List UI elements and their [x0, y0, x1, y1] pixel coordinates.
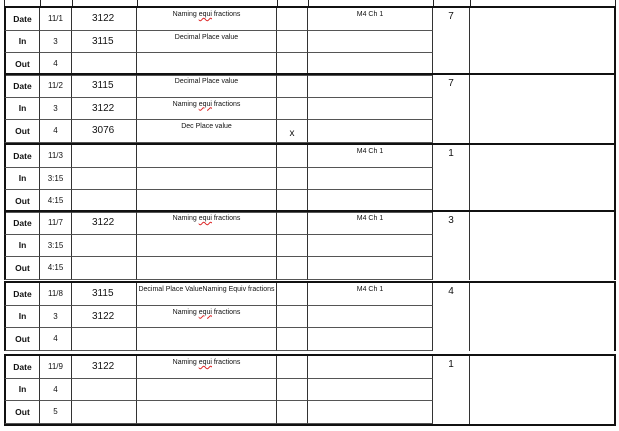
- table-right-edge: [4, 283, 616, 351]
- count-value: 1: [433, 356, 470, 379]
- out-value: 4:15: [40, 190, 72, 213]
- out-label: Out: [4, 190, 40, 213]
- date-label: Date: [4, 356, 40, 379]
- table-right-edge: [4, 212, 616, 280]
- date-label: Date: [4, 145, 40, 168]
- table-right-edge: [4, 145, 616, 213]
- course-code: 3115: [72, 283, 137, 306]
- count-value: 4: [433, 283, 470, 306]
- topic-text: fractions: [211, 100, 241, 108]
- topic-text: Naming: [172, 359, 199, 366]
- topic-text: equi: [198, 359, 212, 366]
- in-label: In: [4, 379, 40, 402]
- entry-block: [4, 354, 616, 426]
- out-value: 4: [40, 53, 72, 76]
- course-code: 3122: [72, 356, 137, 379]
- date-value: 11/2: [40, 75, 72, 98]
- chapter-note: M4 Ch 1: [308, 8, 433, 31]
- date-value: 11/8: [40, 283, 72, 306]
- entry-block: [4, 143, 616, 213]
- x-mark: x: [277, 120, 308, 143]
- in-value: 3: [40, 31, 72, 54]
- date-label: Date: [4, 283, 40, 306]
- count-value: 7: [433, 8, 470, 31]
- topic-text: Naming: [172, 11, 199, 18]
- topic-text: fractions: [211, 215, 241, 222]
- course-code: 3122: [72, 8, 137, 31]
- in-label: In: [4, 98, 40, 121]
- topic-text: Dec Place value: [181, 123, 232, 130]
- topic-text: fractions: [211, 11, 241, 18]
- date-value: 11/1: [40, 8, 72, 31]
- course-code: 3122: [72, 306, 137, 329]
- date-value: 11/7: [40, 212, 72, 235]
- out-value: 4: [40, 120, 72, 143]
- in-value: 3: [40, 306, 72, 329]
- out-value: 4:15: [40, 257, 72, 280]
- in-label: In: [4, 306, 40, 329]
- count-value: 7: [433, 75, 470, 98]
- topic-text: equi: [198, 308, 212, 316]
- topic-text: Decimal Place ValueNaming Equiv fractions: [138, 286, 275, 293]
- topic-text: equi: [198, 100, 212, 108]
- topic-text: Naming: [172, 215, 199, 222]
- topic-text: equi: [198, 11, 212, 18]
- date-value: 11/3: [40, 145, 72, 168]
- course-code: 3122: [72, 212, 137, 235]
- course-code: 3115: [72, 75, 137, 98]
- count-value: 3: [433, 212, 470, 235]
- entry-block: [4, 281, 616, 351]
- out-label: Out: [4, 328, 40, 351]
- date-label: Date: [4, 75, 40, 98]
- in-value: 3:15: [40, 235, 72, 258]
- entry-block: [4, 73, 616, 143]
- topic-text: fractions: [211, 359, 241, 366]
- count-value: 1: [433, 145, 470, 168]
- entry-block: [4, 6, 616, 76]
- date-label: Date: [4, 8, 40, 31]
- topic-text: fractions: [211, 308, 241, 316]
- topic-text: Naming: [172, 308, 199, 316]
- out-label: Out: [4, 257, 40, 280]
- date-value: 11/9: [40, 356, 72, 379]
- in-label: In: [4, 168, 40, 191]
- table-right-edge: [4, 8, 616, 76]
- out-value: 4: [40, 328, 72, 351]
- in-label: In: [4, 235, 40, 258]
- chapter-note: M4 Ch 1: [308, 283, 433, 306]
- out-label: Out: [4, 401, 40, 424]
- topic-text: Decimal Place value: [174, 78, 239, 85]
- chapter-note: M4 Ch 1: [308, 145, 433, 168]
- course-code: 3115: [72, 31, 137, 54]
- topic-text: Naming: [172, 100, 199, 108]
- in-value: 3:15: [40, 168, 72, 191]
- out-label: Out: [4, 53, 40, 76]
- out-label: Out: [4, 120, 40, 143]
- in-label: In: [4, 31, 40, 54]
- in-value: 4: [40, 379, 72, 402]
- chapter-note: M4 Ch 1: [308, 212, 433, 235]
- course-code: 3076: [72, 120, 137, 143]
- entry-block: [4, 210, 616, 280]
- out-value: 5: [40, 401, 72, 424]
- topic-text: equi: [198, 215, 212, 222]
- table-right-edge: [4, 75, 616, 143]
- date-label: Date: [4, 212, 40, 235]
- topic-text: Decimal Place value: [174, 33, 239, 41]
- table-right-edge: [4, 356, 616, 424]
- in-value: 3: [40, 98, 72, 121]
- course-code: 3122: [72, 98, 137, 121]
